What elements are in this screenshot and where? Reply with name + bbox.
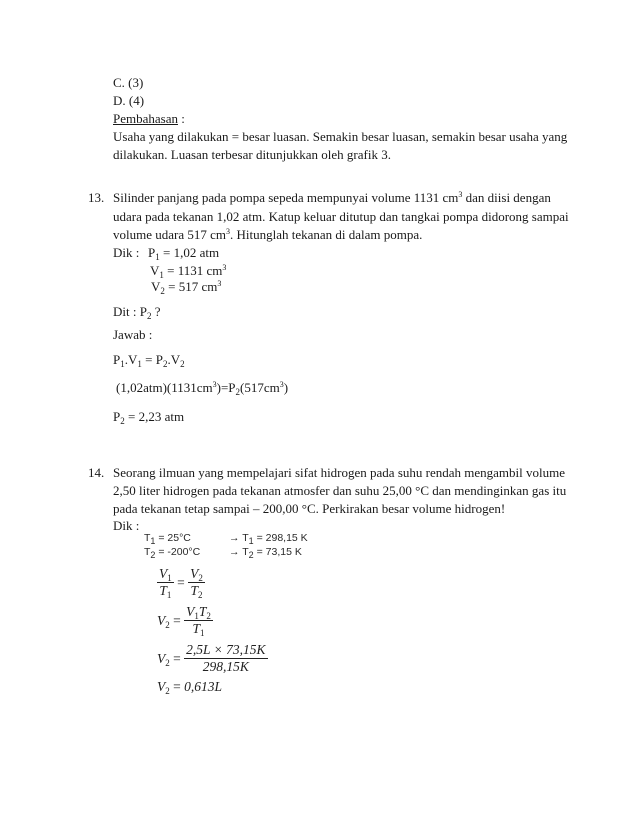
q13-formula-t2: .V [124, 352, 138, 367]
q13-p1-sym: P [148, 245, 156, 260]
q14-eq1-rden: T [190, 583, 198, 598]
q13-dit-sub: 2 [146, 311, 152, 321]
q14-eq2-num-a: V [186, 604, 195, 619]
q14-eq1-right-fraction [188, 566, 205, 599]
q14-eq1-lnum: V [159, 566, 168, 581]
q13-number: 13. [88, 190, 105, 205]
q14-eq2-num-b-sub: 2 [206, 611, 211, 621]
q14-eq1-left-den [157, 583, 173, 599]
q14-eq2-lhs [157, 613, 170, 629]
q14-eq3-equals: = [169, 650, 185, 666]
q13-v1-sym: V [150, 263, 160, 278]
q13-formula-s3: 2 [162, 359, 168, 369]
q13-formula-s1: 1 [120, 359, 125, 369]
q13-result-a: P [113, 409, 121, 424]
q14-eq3-fraction [184, 642, 267, 675]
q13-v2-sup: 3 [217, 279, 222, 288]
q14-eq3-lhs-sym: V [157, 650, 166, 666]
q14-eq3-den: 298,15K [202, 659, 249, 674]
q13-line-2: udara pada tekanan 1,02 atm. Katup keluar ditutup dan tangkai pompa didorong sampai [113, 209, 569, 224]
q14-t1-val: = 25°C [155, 532, 191, 544]
pembahasan-label: Pembahasan [113, 111, 178, 126]
q14-t2-sub: 2 [150, 550, 156, 560]
q14-eq2-lhs-sub: 2 [165, 619, 170, 630]
q13-p1-val: = 1,02 atm [159, 245, 220, 260]
q14-eq2-lhs-sym: V [157, 612, 166, 628]
pembahasan-line-1: Usaha yang dilakukan = besar luasan. Semakin besar luasan, semakin besar usaha yang [113, 129, 568, 144]
q13-formula-t3: = P [141, 352, 163, 367]
q13-line-3 [113, 227, 422, 242]
q13-formula-t1: P [113, 352, 121, 367]
q14-eq2-num-a-sub: 1 [194, 611, 199, 621]
q14-eq1-lnum-sub: 1 [167, 573, 172, 583]
q13-v2-val: = 517 cm [164, 279, 218, 294]
q14-eq4-lhs-sym: V [157, 679, 166, 694]
q14-t2 [144, 545, 200, 560]
q14-t1 [144, 531, 191, 546]
q13-p1 [148, 245, 219, 260]
q13-v1-sub: 1 [159, 270, 164, 280]
q13-calc-t2: )=P [216, 380, 236, 395]
q14-t1-conv: = 298,15 K [253, 532, 308, 544]
option-d: D. (4) [113, 93, 145, 108]
q13-dit-b: ? [151, 304, 161, 319]
q13-formula-s4: 2 [180, 359, 185, 369]
q14-equation-4 [157, 679, 222, 695]
q13-dik-label: Dik : [113, 245, 140, 260]
q14-eq2-den [191, 621, 207, 637]
q13-v1-val: = 1131 cm [163, 263, 223, 278]
q13-jawab: Jawab : [113, 327, 153, 342]
q13-calculation [116, 380, 288, 395]
q14-t2-val: = -200°C [155, 546, 201, 558]
q13-line-1-b: dan diisi dengan [462, 190, 551, 205]
q14-dik-label: Dik : [113, 518, 140, 533]
q13-v1-sup: 3 [222, 263, 227, 272]
q14-eq1-rnum: V [190, 566, 199, 581]
q14-eq2-den-sym: T [192, 621, 201, 636]
q13-formula-t4: .V [167, 352, 181, 367]
pembahasan-heading [113, 111, 185, 126]
q14-t2-conversion [229, 545, 302, 560]
q14-line-3: pada tekanan tetap sampai – 200,00 °C. Perkirakan besar volume hidrogen! [113, 501, 506, 516]
q14-equation-2 [157, 604, 213, 637]
q13-v2-sym: V [151, 279, 161, 294]
q13-line-3-a: volume udara 517 cm [113, 227, 226, 242]
q14-eq1-left-fraction [157, 566, 174, 599]
q14-t1-conversion [229, 531, 308, 546]
q14-equation-1 [157, 566, 205, 599]
q13-result [113, 409, 184, 424]
q14-t2-sym: T [144, 546, 151, 558]
q14-t1-sub: 1 [150, 536, 156, 546]
q14-line-2: 2,50 liter hidrogen pada tekanan atmosfer dan suhu 25,00 °C dan mendinginkan gas itu [113, 483, 567, 498]
q13-calc-s2: 2 [235, 387, 241, 397]
q14-t2-arrow: → T [229, 546, 249, 558]
q13-dit [113, 304, 161, 319]
q13-v1 [150, 263, 226, 278]
q13-result-b: = 2,23 atm [124, 409, 185, 424]
q14-eq3-num: 2,5L × 73,15K [186, 642, 266, 657]
q13-result-sub: 2 [120, 416, 125, 426]
q14-eq1-right-num [188, 566, 205, 583]
q14-eq2-num-b: T [198, 604, 207, 619]
q13-calc-s3: 3 [279, 380, 284, 389]
q13-v2-sub: 2 [160, 286, 165, 296]
q14-eq2-den-sub: 1 [200, 628, 205, 638]
q14-eq3-lhs-sub: 2 [165, 657, 170, 668]
q14-eq2-fraction [184, 604, 213, 637]
q14-number: 14. [88, 465, 105, 480]
q14-eq4-equals: = [169, 679, 185, 694]
q14-eq1-lden: T [159, 583, 167, 598]
q13-line-1 [113, 190, 551, 205]
q14-equation-3 [157, 642, 268, 675]
q13-line-3-b: . Hitunglah tekanan di dalam pompa. [230, 227, 423, 242]
q14-t2-conv: = 73,15 K [253, 546, 302, 558]
q13-formula-s2: 1 [137, 359, 142, 369]
q14-eq4-lhs [157, 679, 170, 695]
q13-calc-t3: (517cm [240, 380, 280, 395]
q14-t1-arrow: → T [229, 532, 249, 544]
q14-t1-arrow-sub: 1 [248, 536, 254, 546]
q14-t2-arrow-sub: 2 [248, 550, 254, 560]
q13-calc-t1: (1,02atm)(1131cm [116, 380, 213, 395]
q14-eq1-left-num [157, 566, 174, 583]
q13-formula [113, 352, 185, 367]
q13-line-1-a: Silinder panjang pada pompa sepeda mempunyai volume 1131 cm [113, 190, 459, 205]
pembahasan-colon: : [177, 111, 185, 126]
q13-line-1-sup: 3 [458, 190, 463, 199]
q13-v2 [151, 279, 221, 294]
q14-eq1-lden-sub: 1 [166, 590, 172, 600]
q13-calc-s1: 3 [212, 380, 217, 389]
q14-eq3-lhs [157, 651, 170, 667]
q14-eq1-right-den [188, 583, 204, 599]
q14-eq1-equals: = [173, 574, 189, 590]
q14-eq2-equals: = [169, 612, 185, 628]
q14-eq1-rden-sub: 2 [198, 590, 203, 600]
q14-eq1-rnum-sub: 2 [198, 573, 203, 583]
q13-p1-sub: 1 [155, 252, 160, 262]
q14-eq4-lhs-sub: 2 [165, 686, 170, 696]
q14-eq4-value: 0,613L [184, 679, 223, 694]
pembahasan-line-2: dilakukan. Luasan terbesar ditunjukkan oleh grafik 3. [113, 147, 391, 162]
q14-eq2-num [184, 604, 213, 621]
option-c: C. (3) [113, 75, 144, 90]
q13-calc-t4: ) [283, 380, 289, 395]
q13-line-3-sup: 3 [226, 227, 230, 236]
q14-t1-sym: T [144, 532, 151, 544]
q13-dit-a: Dit : P [113, 304, 147, 319]
q14-line-1: Seorang ilmuan yang mempelajari sifat hidrogen pada suhu rendah mengambil volume [113, 465, 565, 480]
